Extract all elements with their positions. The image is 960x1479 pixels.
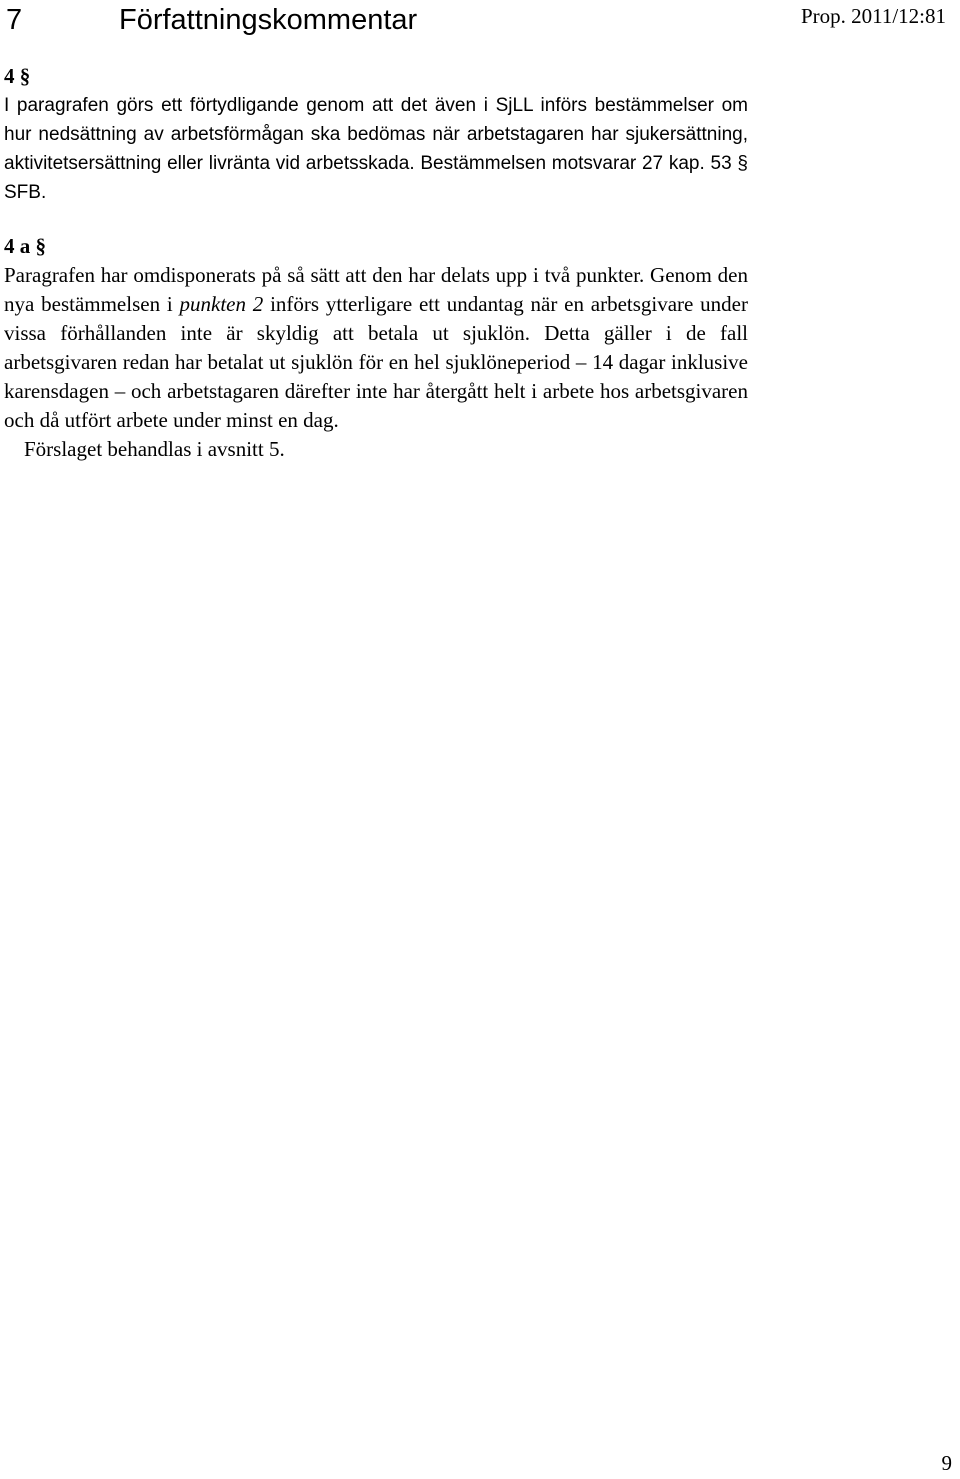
chapter-heading xyxy=(6,0,417,40)
section-4a-text-part1: Paragrafen har omdisponerats på så sätt att den har delats upp i två punkter. Genom den nya bestämmelsen i xyxy=(4,263,748,316)
section-4-paragraph: I paragrafen görs ett förtydligande genom att det även i SjLL införs bestämmelser om hur nedsättning av arbetsförmågan ska bedömas när arbetstagaren har sjukersättning, aktivitetsersättning eller livränta vid arbetsskada. Bestämmelsen motsvarar 27 kap. 53 § SFB. xyxy=(4,95,748,203)
proposition-reference: Prop. 2011/12:81 xyxy=(800,4,946,28)
section-4a-paragraph xyxy=(4,261,748,435)
section-heading-4a: 4 a § xyxy=(4,234,46,258)
section-spacer xyxy=(4,207,748,232)
document-body xyxy=(4,62,748,464)
page-number: 9 xyxy=(941,1451,952,1475)
chapter-title: Författningskommentar xyxy=(119,4,418,36)
chapter-number: 7 xyxy=(6,4,23,36)
section-4a-emphasis: punkten 2 xyxy=(179,292,264,316)
section-4a-continuation: Förslaget behandlas i avsnitt 5. xyxy=(24,437,285,461)
section-heading-4: 4 § xyxy=(4,64,31,88)
section-4a-text-part2: införs ytterligare ett undantag när en arbetsgivare under vissa förhållanden inte är skyldig att betala ut sjuklön. Detta gäller i de fall arbetsgivaren redan har betalat ut sjuklön för en hel sjuklöneperiod – 14 dagar inklusive karensdagen – och arbetstagaren därefter inte har återgått helt i arbete hos arbetsgivaren och då utfört arbete under minst en dag. xyxy=(4,292,748,432)
